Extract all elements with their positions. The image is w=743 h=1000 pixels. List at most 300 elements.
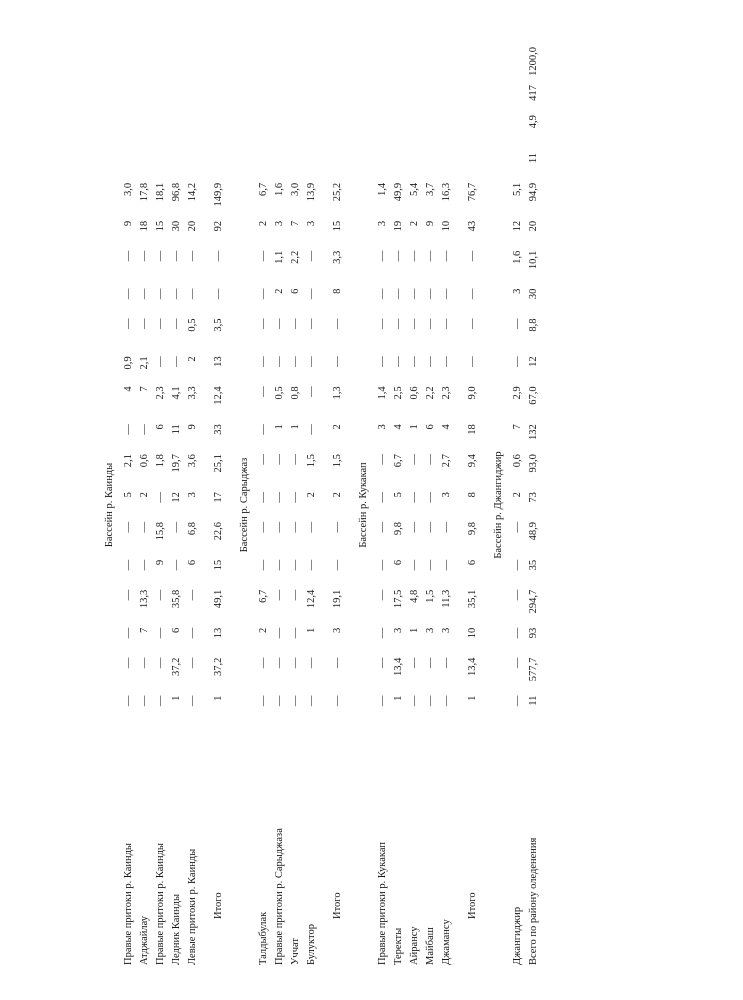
table-cell <box>256 113 272 151</box>
table-cell: — <box>123 521 134 533</box>
table-cell: — <box>425 695 436 707</box>
table-cell: — <box>123 589 134 601</box>
table-cell: 3 <box>332 627 343 633</box>
table-cell <box>391 151 407 181</box>
table-cell: 48,9 <box>528 521 539 541</box>
table-cell: — <box>258 356 269 367</box>
table-cell: — <box>441 559 452 571</box>
table-cell: — <box>377 657 388 669</box>
table-row <box>439 45 455 965</box>
table-cell: — <box>139 521 150 533</box>
table-cell: 35,1 <box>467 589 478 609</box>
table-cell: 2 <box>187 356 198 362</box>
row-label: Теректы <box>393 927 404 965</box>
table-cell: — <box>512 695 523 707</box>
table-row <box>272 45 288 965</box>
table-cell <box>407 83 423 113</box>
table-cell <box>121 83 137 113</box>
table-cell: — <box>306 521 317 533</box>
table-cell: — <box>155 589 166 601</box>
rotated-table-sheet <box>92 45 652 965</box>
table-cell: 19,1 <box>332 589 343 609</box>
table-cell: 11 <box>528 695 539 706</box>
table-cell: — <box>441 250 452 262</box>
table-cell: — <box>187 627 198 639</box>
table-cell: 2,9 <box>512 386 523 400</box>
table-cell: — <box>332 521 343 533</box>
table-cell: — <box>290 492 301 503</box>
table-cell: 11 <box>171 424 182 435</box>
table-cell: 9 <box>155 559 166 566</box>
table-cell: — <box>467 288 478 300</box>
table-cell: — <box>187 695 198 707</box>
table-cell: 35 <box>528 559 539 571</box>
table-cell: 20 <box>187 220 198 232</box>
table-cell: 6 <box>155 424 166 430</box>
table-cell: 9 <box>425 220 436 227</box>
table-cell: — <box>139 695 150 707</box>
table-cell: — <box>155 627 166 639</box>
table-cell: 10 <box>467 627 478 639</box>
table-cell: — <box>123 288 134 300</box>
table-cell: — <box>306 318 317 330</box>
table-cell: 1 <box>409 424 420 430</box>
table-cell <box>375 45 391 83</box>
table-cell: 7 <box>139 627 150 633</box>
table-cell: 294,7 <box>528 589 539 614</box>
table-cell: — <box>258 454 269 465</box>
table-cell: — <box>377 318 388 330</box>
table-cell: 17,8 <box>139 182 150 202</box>
table-cell: 9 <box>187 424 198 430</box>
table-cell: — <box>155 250 166 262</box>
table-cell: — <box>290 695 301 707</box>
table-cell: — <box>187 657 198 669</box>
table-cell <box>137 151 153 181</box>
table-cell <box>304 45 320 83</box>
table-cell <box>137 83 153 113</box>
table-cell: 96,8 <box>171 182 182 202</box>
table-cell: — <box>155 695 166 707</box>
table-cell <box>256 45 272 83</box>
row-label: Итого <box>213 892 224 919</box>
table-cell: 2 <box>512 492 523 498</box>
table-cell <box>463 113 481 151</box>
table-cell <box>209 45 227 83</box>
table-cell: 2,1 <box>123 454 134 468</box>
row-label: Правые притоки р. Каинды <box>123 843 134 965</box>
table-cell: 9 <box>123 220 134 227</box>
table-cell: 3 <box>441 627 452 633</box>
table-cell: — <box>139 318 150 330</box>
table-cell: — <box>306 559 317 571</box>
table-cell <box>169 83 185 113</box>
table-cell: 417 <box>528 85 539 101</box>
table-cell: — <box>274 559 285 571</box>
table-cell: — <box>467 318 478 330</box>
table-cell: 93 <box>528 627 539 639</box>
table-cell: 3,0 <box>123 182 134 196</box>
table-cell: — <box>171 356 182 367</box>
table-cell: 35,8 <box>171 589 182 609</box>
table-cell: 33 <box>213 424 224 435</box>
table-cell: 12 <box>512 220 523 232</box>
table-cell: — <box>274 492 285 503</box>
table-cell <box>209 113 227 151</box>
table-cell: — <box>377 492 388 503</box>
table-cell: 4 <box>123 386 134 392</box>
table-cell: 25,1 <box>213 454 224 473</box>
table-cell: 6,8 <box>187 521 198 536</box>
table-cell: — <box>171 521 182 533</box>
table-cell <box>185 83 201 113</box>
table-cell <box>463 151 481 181</box>
table-cell <box>375 83 391 113</box>
table-cell: 37,2 <box>213 657 224 677</box>
table-cell: — <box>171 318 182 330</box>
table-cell: 1,5 <box>306 454 317 468</box>
table-cell: 2 <box>274 288 285 294</box>
table-row <box>423 45 439 965</box>
table-cell: — <box>187 250 198 262</box>
table-cell: 1,5 <box>425 589 436 603</box>
table-cell: 7 <box>139 386 150 392</box>
table-cell <box>304 113 320 151</box>
table-row <box>288 45 304 965</box>
table-cell: — <box>290 589 301 601</box>
table-cell: 3 <box>393 627 404 633</box>
table-cell: 0,6 <box>139 454 150 468</box>
table-cell: — <box>123 318 134 330</box>
table-cell <box>272 151 288 181</box>
table-cell: 12 <box>171 492 182 503</box>
table-cell: 1,1 <box>274 250 285 264</box>
table-cell: 10,1 <box>528 250 539 270</box>
table-row <box>137 45 153 965</box>
table-cell: — <box>409 695 420 707</box>
table-cell <box>169 113 185 151</box>
table-cell: — <box>171 559 182 571</box>
table-cell <box>185 45 201 83</box>
table-cell: 0,6 <box>409 386 420 400</box>
table-cell: 2 <box>332 492 343 498</box>
table-cell: — <box>123 695 134 707</box>
table-cell: 3,3 <box>332 250 343 264</box>
table-cell: — <box>123 424 134 435</box>
table-cell <box>169 151 185 181</box>
row-label: Айрансу <box>409 926 420 965</box>
table-cell: — <box>155 318 166 330</box>
row-label: Майбаш <box>425 927 436 965</box>
table-cell: 3 <box>274 220 285 227</box>
table-cell: 0,6 <box>512 454 523 468</box>
table-cell: — <box>139 657 150 669</box>
row-label: Правые притоки р. Кукакап <box>377 842 388 965</box>
table-cell: 1,6 <box>274 182 285 196</box>
table-cell: — <box>377 356 388 367</box>
table-total-row <box>463 45 481 965</box>
table-row <box>526 45 542 965</box>
table-cell: — <box>512 559 523 571</box>
table-cell: 13,3 <box>139 589 150 609</box>
table-cell: 18 <box>467 424 478 435</box>
row-label: Атджайлау <box>139 915 150 965</box>
table-cell: 5,1 <box>512 182 523 196</box>
table-cell: 6 <box>187 559 198 566</box>
table-cell: 37,2 <box>171 657 182 677</box>
table-cell: 3 <box>425 627 436 633</box>
table-cell: 2,5 <box>393 386 404 400</box>
table-cell: — <box>332 318 343 330</box>
table-cell: — <box>425 657 436 669</box>
table-row <box>121 45 137 965</box>
table-cell: — <box>441 288 452 300</box>
table-cell: — <box>187 589 198 601</box>
table-cell <box>391 45 407 83</box>
table-cell: — <box>409 657 420 669</box>
table-row <box>407 45 423 965</box>
table-cell: — <box>306 356 317 367</box>
table-cell: 1 <box>171 695 182 701</box>
table-cell: 8 <box>467 492 478 498</box>
row-label: Всего по району оледенения <box>528 837 539 965</box>
table-cell <box>121 45 137 83</box>
table-cell: 92 <box>213 220 224 232</box>
table-cell: 7 <box>512 424 523 430</box>
table-cell: — <box>258 559 269 571</box>
table-cell: — <box>512 627 523 639</box>
table-row <box>304 45 320 965</box>
table-cell: — <box>425 559 436 571</box>
table-cell: — <box>467 356 478 367</box>
table-cell <box>272 45 288 83</box>
table-cell: 0,5 <box>274 386 285 400</box>
table-cell: 3 <box>306 220 317 227</box>
table-cell: 0,8 <box>290 386 301 400</box>
table-cell: — <box>377 250 388 262</box>
table-cell: 20 <box>528 220 539 232</box>
table-cell: — <box>409 492 420 503</box>
table-cell: — <box>258 424 269 435</box>
table-cell: 2,7 <box>441 454 452 468</box>
table-cell <box>304 151 320 181</box>
table-cell: — <box>467 250 478 262</box>
table-cell: 17 <box>213 492 224 503</box>
table-cell: 2,3 <box>441 386 452 400</box>
table-cell: 132 <box>528 424 539 440</box>
table-cell: — <box>377 454 388 465</box>
table-cell: 16,3 <box>441 182 452 202</box>
table-cell: — <box>171 288 182 300</box>
table-cell: — <box>139 559 150 571</box>
table-cell <box>256 151 272 181</box>
row-label: Правые притоки р. Сарыджаза <box>274 828 285 965</box>
table-cell: 7 <box>290 220 301 227</box>
table-cell: 15 <box>155 220 166 232</box>
table-cell: 19,7 <box>171 454 182 473</box>
table-cell: — <box>213 288 224 300</box>
table-cell: 8 <box>332 288 343 294</box>
table-cell: — <box>258 250 269 262</box>
table-row <box>169 45 185 965</box>
table-cell <box>510 151 526 181</box>
table-cell: 15,8 <box>155 521 166 541</box>
table-cell: — <box>393 356 404 367</box>
table-row <box>391 45 407 965</box>
table-cell: 1,5 <box>332 454 343 468</box>
table-cell: 4 <box>393 424 404 430</box>
table-row <box>185 45 201 965</box>
table-cell: — <box>274 356 285 367</box>
table-cell: 5 <box>123 492 134 498</box>
table-cell <box>185 151 201 181</box>
table-cell: 93,0 <box>528 454 539 473</box>
table-cell <box>153 83 169 113</box>
table-cell: 43 <box>467 220 478 232</box>
table-cell: — <box>425 288 436 300</box>
table-cell: 0,9 <box>123 356 134 370</box>
table-cell: — <box>409 250 420 262</box>
table-cell: — <box>258 695 269 707</box>
table-cell: — <box>409 559 420 571</box>
table-cell <box>256 83 272 113</box>
table-cell: 18,1 <box>155 182 166 202</box>
table-cell: 6 <box>290 288 301 294</box>
table-cell: 1200,0 <box>528 47 539 76</box>
table-cell <box>272 113 288 151</box>
table-cell: — <box>393 288 404 300</box>
table-cell: 2 <box>306 492 317 498</box>
table-cell: 11,3 <box>441 589 452 608</box>
table-cell: 9,8 <box>467 521 478 536</box>
table-cell <box>121 113 137 151</box>
table-cell: 19 <box>393 220 404 232</box>
table-cell <box>423 83 439 113</box>
table-cell: 4,9 <box>528 115 539 129</box>
table-cell: — <box>409 288 420 300</box>
table-cell: 67,0 <box>528 386 539 405</box>
row-label: Левые притоки р. Каинды <box>187 848 198 965</box>
table-cell: — <box>139 424 150 435</box>
table-cell: — <box>377 695 388 707</box>
table-cell: — <box>290 657 301 669</box>
table-cell: 13 <box>213 356 224 367</box>
table-cell <box>288 151 304 181</box>
table-cell: — <box>258 521 269 533</box>
table-cell: — <box>290 559 301 571</box>
table-total-row <box>209 45 227 965</box>
table-cell: 12,4 <box>306 589 317 609</box>
table-cell: 3 <box>377 220 388 227</box>
table-cell: 1,6 <box>512 250 523 264</box>
table-cell: 1 <box>409 627 420 633</box>
table-cell: 12 <box>528 356 539 367</box>
table-cell: — <box>441 318 452 330</box>
table-cell: — <box>393 318 404 330</box>
table-cell: — <box>377 521 388 533</box>
table-cell <box>137 113 153 151</box>
table-cell: 149,9 <box>213 182 224 207</box>
table-cell: — <box>377 589 388 601</box>
table-cell <box>439 151 455 181</box>
table-cell: 3 <box>441 492 452 498</box>
table-cell: — <box>139 288 150 300</box>
table-cell: — <box>512 521 523 533</box>
table-cell: 17,5 <box>393 589 404 609</box>
table-cell: — <box>155 492 166 503</box>
table-cell: 9,4 <box>467 454 478 468</box>
table-cell: 49,9 <box>393 182 404 202</box>
table-cell: — <box>258 386 269 397</box>
table-cell: — <box>258 318 269 330</box>
table-cell: 13 <box>213 627 224 639</box>
table-cell: 2 <box>139 492 150 498</box>
table-cell <box>153 113 169 151</box>
row-label: Джангиджир <box>512 906 523 965</box>
table-cell: — <box>332 657 343 669</box>
table-cell: — <box>425 454 436 465</box>
table-cell: 2 <box>258 627 269 633</box>
table-cell: 13,9 <box>306 182 317 202</box>
table-cell <box>121 151 137 181</box>
table-cell: — <box>377 288 388 300</box>
table-cell <box>423 113 439 151</box>
section-title: Бассейн р. Каинды <box>104 462 115 548</box>
table-cell: — <box>171 250 182 262</box>
table-cell <box>272 83 288 113</box>
table-cell: — <box>425 521 436 533</box>
table-cell: — <box>290 454 301 465</box>
table-cell: 10 <box>441 220 452 232</box>
table-cell: 3 <box>512 288 523 294</box>
table-cell <box>439 83 455 113</box>
table-cell: 6,7 <box>393 454 404 468</box>
table-cell <box>510 113 526 151</box>
table-cell <box>328 45 346 83</box>
table-cell <box>288 113 304 151</box>
table-cell: — <box>258 492 269 503</box>
table-cell: 1 <box>306 627 317 633</box>
table-cell: 6,7 <box>258 589 269 603</box>
table-row <box>375 45 391 965</box>
table-cell: — <box>512 356 523 367</box>
table-cell: 13,4 <box>393 657 404 677</box>
table-cell: — <box>409 356 420 367</box>
table-cell: 76,7 <box>467 182 478 202</box>
table-cell: 0,5 <box>187 318 198 332</box>
table-cell: 30 <box>528 288 539 300</box>
table-cell: 1,8 <box>155 454 166 468</box>
table-cell: — <box>155 356 166 367</box>
row-label: Уччат <box>290 938 301 965</box>
table-cell: — <box>512 589 523 601</box>
table-cell <box>375 113 391 151</box>
table-cell: — <box>290 318 301 330</box>
table-cell: 2 <box>332 424 343 430</box>
table-cell: 2,3 <box>155 386 166 400</box>
table-cell: 5 <box>393 492 404 498</box>
table-cell <box>153 45 169 83</box>
table-cell: — <box>441 695 452 707</box>
table-cell: 6 <box>171 627 182 633</box>
table-cell: — <box>274 454 285 465</box>
table-cell: — <box>187 288 198 300</box>
table-cell: — <box>512 657 523 669</box>
table-cell: 94,9 <box>528 182 539 202</box>
table-cell <box>288 83 304 113</box>
table-cell <box>185 113 201 151</box>
table-cell: — <box>441 356 452 367</box>
